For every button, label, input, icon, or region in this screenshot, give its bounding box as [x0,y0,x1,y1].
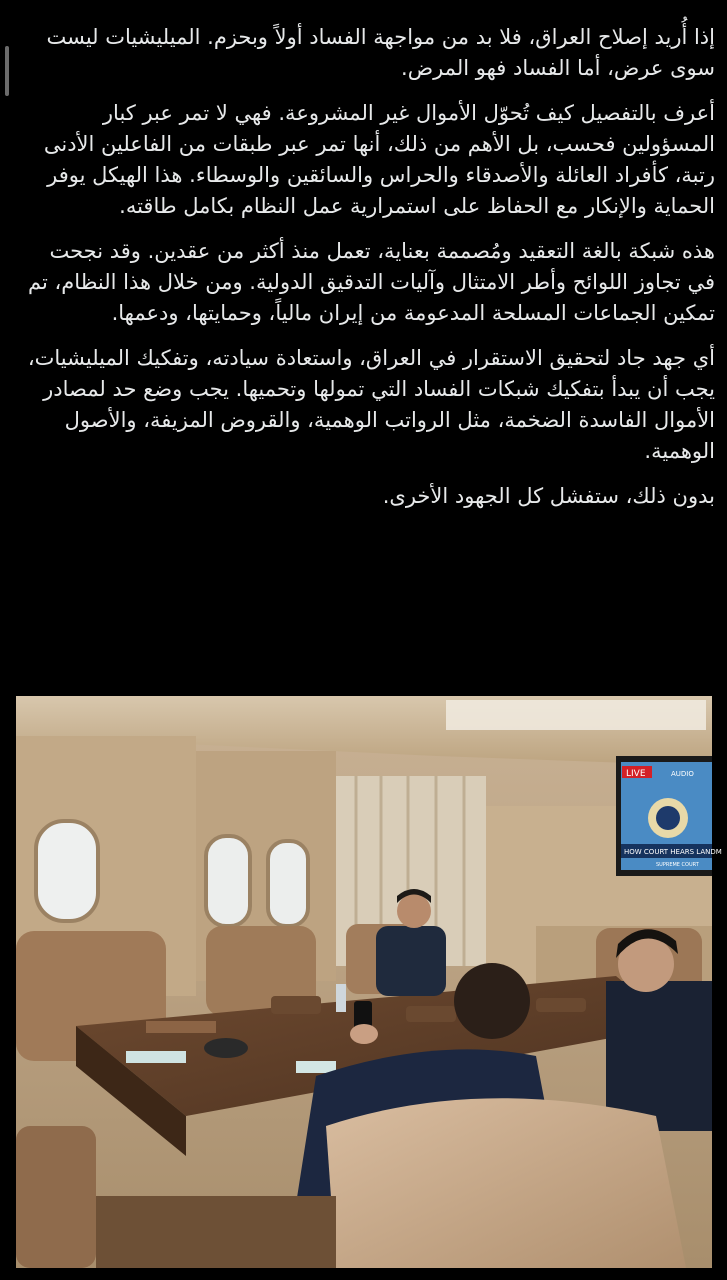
post-photo[interactable] [16,696,722,1268]
post-text [22,22,715,526]
post-paragraph-5: بدون ذلك، ستفشل كل الجهود الأخرى. [382,484,715,508]
scroll-indicator[interactable] [5,46,9,96]
tv-ticker: HOW COURT HEARS LANDM [624,848,722,856]
tv-top-label: AUDIO [671,770,694,778]
post-paragraph-3: هذه شبكة بالغة التعقيد ومُصممة بعناية، تعمل منذ أكثر من عقدين. وقد نجحت في تجاوز اللوائح وأطر الامتثال وآليات التدقيق الدولية. ومن خلال هذا النظام، تم تمكين الجماعات المسلحة المدعومة من إيران مالياً، وحمايتها، ودعمها. [28,239,715,325]
tv-subticker: SUPREME COURT [656,862,699,868]
post-paragraph-4: أي جهد جاد لتحقيق الاستقرار في العراق، واستعادة سيادته، وتفكيك الميليشيات، يجب أن يبدأ بتفكيك شبكات الفساد التي تمولها وتحميها. يجب وضع حد لمصادر الأموال الفاسدة الضخمة، مثل الرواتب الوهمية، والقروض المزيفة، والأصول الوهمية. [27,346,715,463]
post-paragraph-1: إذا أُريد إصلاح العراق، فلا بد من مواجهة الفساد أولاً وبحزم. الميليشيات ليست سوى عرض، أما الفساد فهو المرض. [46,25,715,80]
tv-live-badge: LIVE [626,769,646,779]
post-paragraph-2: أعرف بالتفصيل كيف تُحوّل الأموال غير المشروعة. فهي لا تمر عبر كبار المسؤولين فحسب، بل الأهم من ذلك، أنها تمر عبر طبقات من الفاعلين الأدنى رتبة، كأفراد العائلة والأصدقاء والحراس والسائقين والوسطاء. هذا الهيكل يوفر الحماية والإنكار مع الحفاظ على استمرارية عمل النظام بكامل طاقته. [43,101,715,218]
conference-room-photo [16,696,722,1268]
